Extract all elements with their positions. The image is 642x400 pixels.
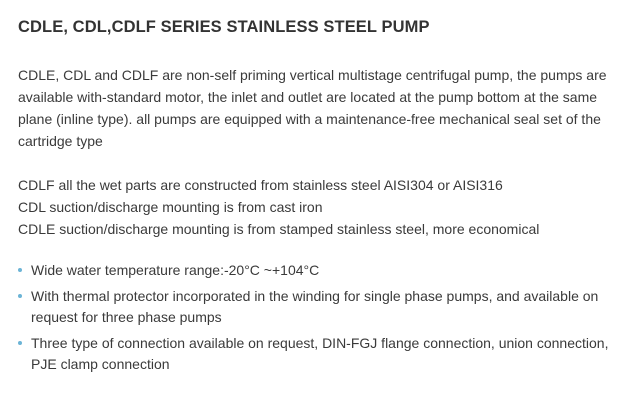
- page-title: CDLE, CDL,CDLF SERIES STAINLESS STEEL PUMP: [18, 18, 430, 36]
- list-item-label: With thermal protector incorporated in the winding for single phase pumps, and available on request for three phase pumps: [31, 287, 599, 325]
- spec-line: CDL suction/discharge mounting is from cast iron: [18, 198, 323, 215]
- intro-paragraph: CDLE, CDL and CDLF are non-self priming vertical multistage centrifugal pump, the pumps are available with-standard motor, the inlet and outlet are located at the pump bottom at the same plane (inline type). all pumps are equipped with a maintenance-free mechanical seal set of the cartridge type: [18, 66, 607, 149]
- spec-line: CDLF all the wet parts are constructed from stainless steel AISI304 or AISI316: [18, 176, 503, 193]
- list-item: [18, 333, 628, 375]
- bullet-dot-icon: [18, 341, 22, 345]
- list-item: [18, 286, 628, 328]
- spec-line: CDLE suction/discharge mounting is from stamped stainless steel, more economical: [18, 220, 540, 237]
- bullet-dot-icon: [18, 268, 22, 272]
- list-item-label: Wide water temperature range:-20°C ~+104°C: [31, 261, 320, 278]
- bullet-dot-icon: [18, 294, 22, 298]
- list-item-label: Three type of connection available on request, DIN-FGJ flange connection, union connection, PJE clamp connection: [31, 334, 609, 372]
- feature-bullet-list: [18, 260, 628, 375]
- list-item: [18, 260, 628, 281]
- spec-lines: [18, 174, 628, 240]
